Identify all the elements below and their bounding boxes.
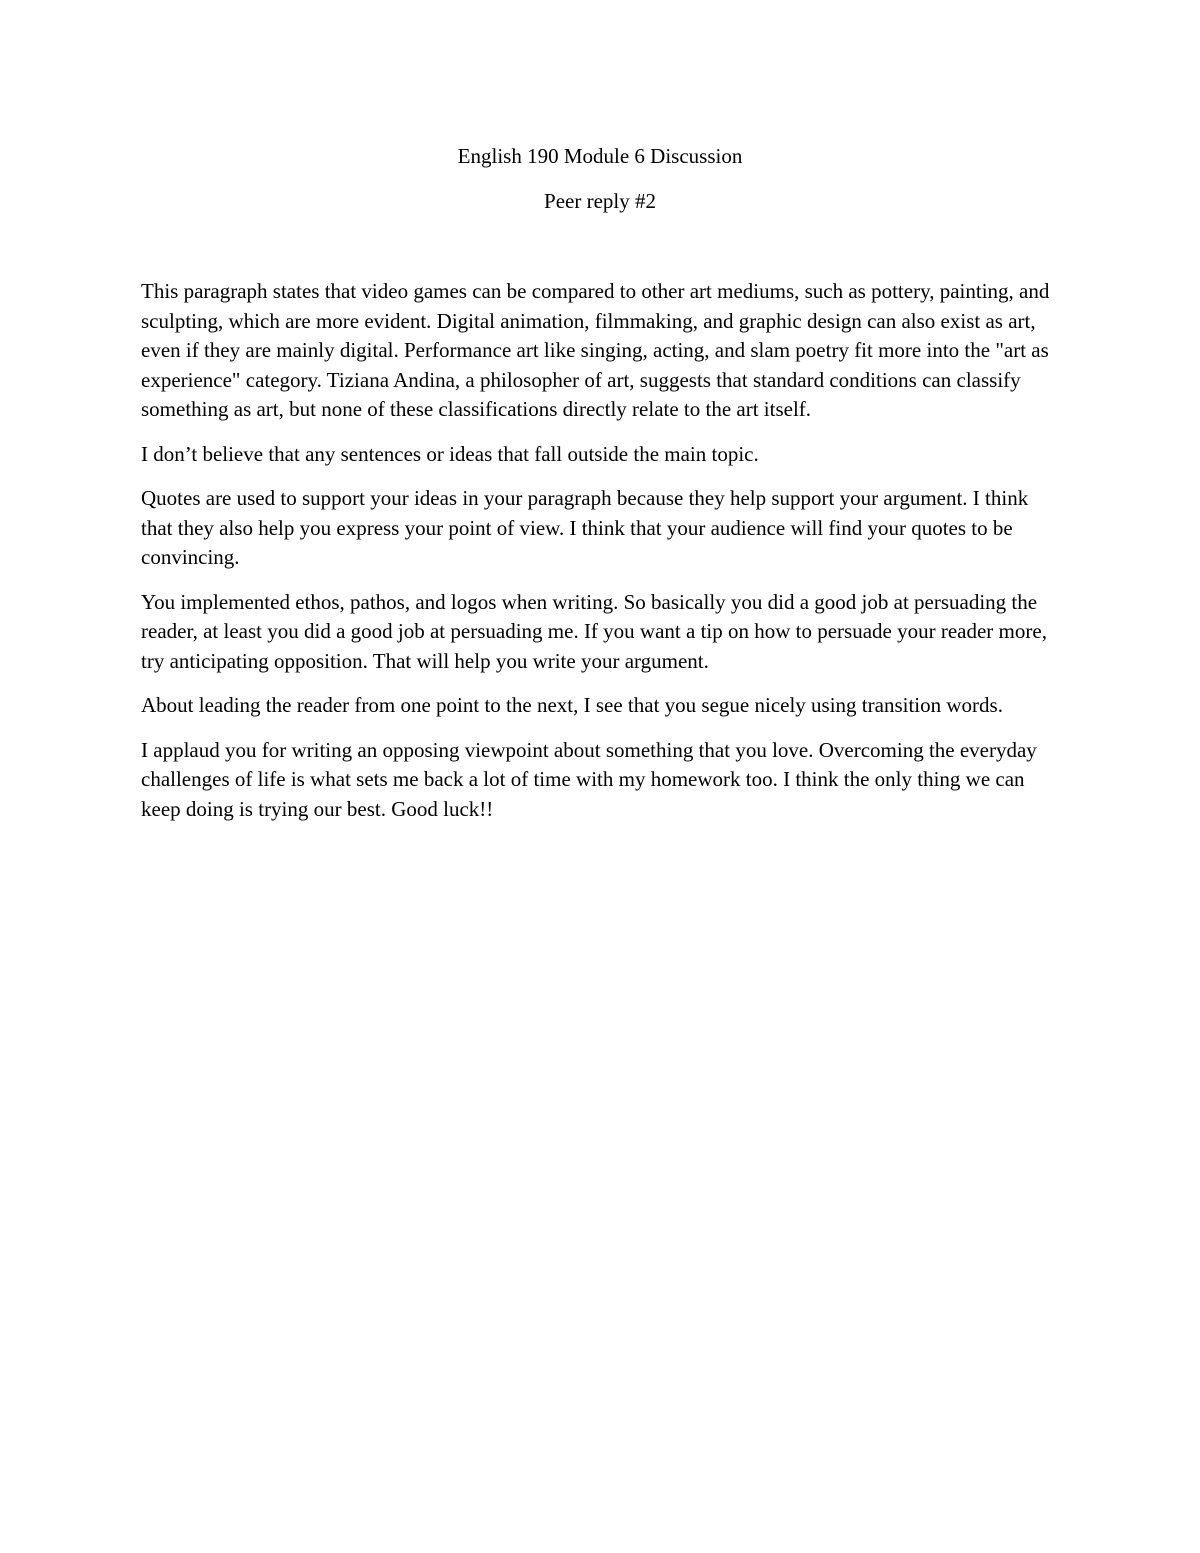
paragraph-off-topic: I don’t believe that any sentences or ideas that fall outside the main topic.	[141, 441, 759, 466]
document-subtitle: Peer reply #2	[544, 189, 656, 213]
paragraph-summary: This paragraph states that video games can be compared to other art mediums, such as pottery, painting, and sculpting, which are more evident. Digital animation, filmmaking, and graphic design can also exist as art, even if they are mainly digital. Performance art like singing, acting, and slam poetry fit more into the "art as experience" category. Tiziana Andina, a philosopher of art, suggests that standard conditions can classify something as art, but none of these classifications directly relate to the art itself.	[141, 279, 1050, 421]
paragraph-closing: I applaud you for writing an opposing viewpoint about something that you love. Overcoming the everyday challenges of life is what sets me back a lot of time with my homework too. I think the only thing we can keep doing is trying our best. Good luck!!	[141, 737, 1037, 821]
paragraph-transitions: About leading the reader from one point to the next, I see that you segue nicely using transition words.	[141, 693, 1003, 717]
document-body	[141, 277, 1063, 839]
paragraph-persuasion: You implemented ethos, pathos, and logos when writing. So basically you did a good job at persuading the reader, at least you did a good job at persuading me. If you want a tip on how to persuade your reader more, try anticipating opposition. That will help you write your argument.	[141, 589, 1047, 673]
document-title: English 190 Module 6 Discussion	[457, 144, 743, 168]
paragraph-quotes: Quotes are used to support your ideas in your paragraph because they help support your argument. I think that they also help you express your point of view. I think that your audience will find your quotes to be convincing.	[141, 486, 1029, 569]
